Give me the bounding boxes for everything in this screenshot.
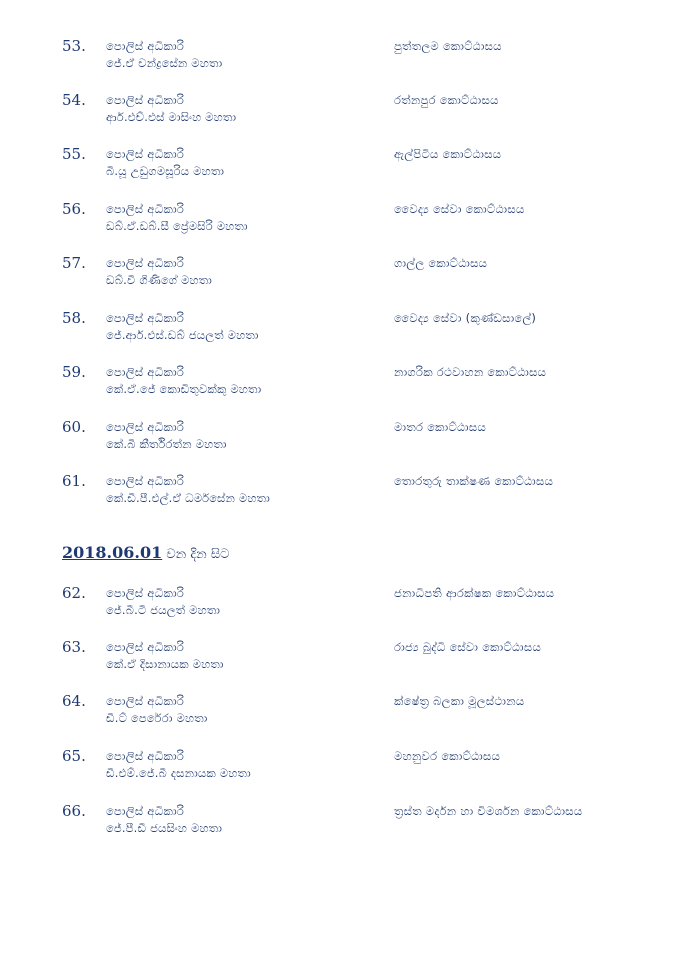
list-item [0, 584, 682, 624]
list-item [0, 363, 682, 403]
officer-rank: පොලිස් අධිකාරි [106, 694, 185, 708]
officer-name: කේ.ඒ දිසානායක මහතා [106, 657, 224, 671]
effective-date-suffix: වන දින සිට [162, 547, 230, 562]
entry-number: 66. [62, 802, 86, 820]
division: ත්‍රස්ත මර්දන හා විමර්ශන කොට්ඨාසය [394, 804, 583, 818]
officer-rank: පොලිස් අධිකාරි [106, 640, 185, 654]
officer-name: ඩී.ට් පෙරේරා මහතා [106, 711, 208, 725]
officer-name: ජේ.ඒ චන්ද්‍රසේන මහතා [106, 56, 223, 70]
officer-rank: පොලිස් අධිකාරි [106, 256, 185, 270]
division: පුත්තලම කොට්ඨාසය [394, 39, 502, 53]
list-item [0, 91, 682, 131]
list-item [0, 37, 682, 77]
officer-name: ඩබ්.වී ගිණිගේ මහතා [106, 273, 213, 287]
entry-number: 58. [62, 309, 86, 327]
officer-rank: පොලිස් අධිකාරි [106, 202, 185, 216]
officer-name: ආර්.එච්.එස් මාසිංහ මහතා [106, 110, 237, 124]
list-item [0, 747, 682, 787]
division: ක්ෂේත්‍ර බලකා මූලස්ථානය [394, 694, 525, 708]
entry-number: 62. [62, 584, 86, 602]
list-item [0, 638, 682, 678]
entry-number: 54. [62, 91, 86, 109]
officer-name: ඩී.එම්.ජේ.බී දසනායක මහතා [106, 766, 251, 780]
officer-rank: පොලිස් අධිකාරි [106, 93, 185, 107]
list-item [0, 145, 682, 185]
division: මහනුවර කොට්ඨාසය [394, 749, 501, 763]
officer-rank: පොලිස් අධිකාරි [106, 311, 185, 325]
division: මාතර කොට්ඨාසය [394, 420, 487, 434]
officer-name: ජේ.ආර්.එස්.ඩබ් ජයලත් මහතා [106, 328, 259, 342]
entry-number: 63. [62, 638, 86, 656]
officer-name: කේ.ඩී.පී.එල්.ඒ ධර්මසේන මහතා [106, 491, 270, 505]
list-item [0, 472, 682, 512]
division: නාගරික රථවාහන කොට්ඨාසය [394, 365, 547, 379]
division: රාජ්‍ය බුද්ධි සේවා කොට්ඨාසය [394, 640, 542, 654]
officer-rank: පොලිස් අධිකාරි [106, 749, 185, 763]
officer-name: ඩබ්.ඒ.ඩබ්.සී ප්‍රේමසිරි මහතා [106, 219, 248, 233]
officer-rank: පොලිස් අධිකාරි [106, 804, 185, 818]
officer-rank: පොලිස් අධිකාරි [106, 586, 185, 600]
entry-number: 65. [62, 747, 86, 765]
officer-name: ජේ.පී.ඩී ජයසිංහ මහතා [106, 821, 223, 835]
entry-number: 53. [62, 37, 86, 55]
officer-name: කේ.ඒ.ජේ කොඩිතුවක්කු මහතා [106, 382, 262, 396]
division: වෛද්‍ය සේවා (කුණ්ඩසාලේ) [394, 311, 537, 325]
officer-name: කේ.බී කීර්තිරත්න මහතා [106, 437, 227, 451]
officer-name: බී.යූ උඩුගමසූරිය මහතා [106, 164, 225, 178]
entry-number: 61. [62, 472, 86, 490]
entry-number: 60. [62, 418, 86, 436]
officer-rank: පොලිස් අධිකාරි [106, 147, 185, 161]
division: රත්නපුර කොට්ඨාසය [394, 93, 499, 107]
officer-rank: පොලිස් අධිකාරි [106, 365, 185, 379]
effective-date: 2018.06.01 [62, 543, 163, 562]
division: තොරතුරු තාක්ෂණ කොට්ඨාසය [394, 474, 554, 488]
division: වෛද්‍ය සේවා කොට්ඨාසය [394, 202, 525, 216]
section-heading [62, 543, 230, 565]
division: ජනාධිපති ආරක්ෂක කොට්ඨාසය [394, 586, 555, 600]
list-item [0, 309, 682, 349]
list-item [0, 692, 682, 732]
list-item [0, 802, 682, 842]
officer-name: ජේ.බී.ටී ජයලත් මහතා [106, 603, 221, 617]
entry-number: 64. [62, 692, 86, 710]
officer-rank: පොලිස් අධිකාරි [106, 39, 185, 53]
list-item [0, 254, 682, 294]
officer-rank: පොලිස් අධිකාරි [106, 420, 185, 434]
list-item [0, 418, 682, 458]
division: ඇල්පිටිය කොට්ඨාසය [394, 147, 502, 161]
list-item [0, 200, 682, 240]
division: ගාල්ල කොට්ඨාසය [394, 256, 488, 270]
entry-number: 55. [62, 145, 86, 163]
entry-number: 59. [62, 363, 86, 381]
officer-rank: පොලිස් අධිකාරි [106, 474, 185, 488]
entry-number: 57. [62, 254, 86, 272]
entry-number: 56. [62, 200, 86, 218]
